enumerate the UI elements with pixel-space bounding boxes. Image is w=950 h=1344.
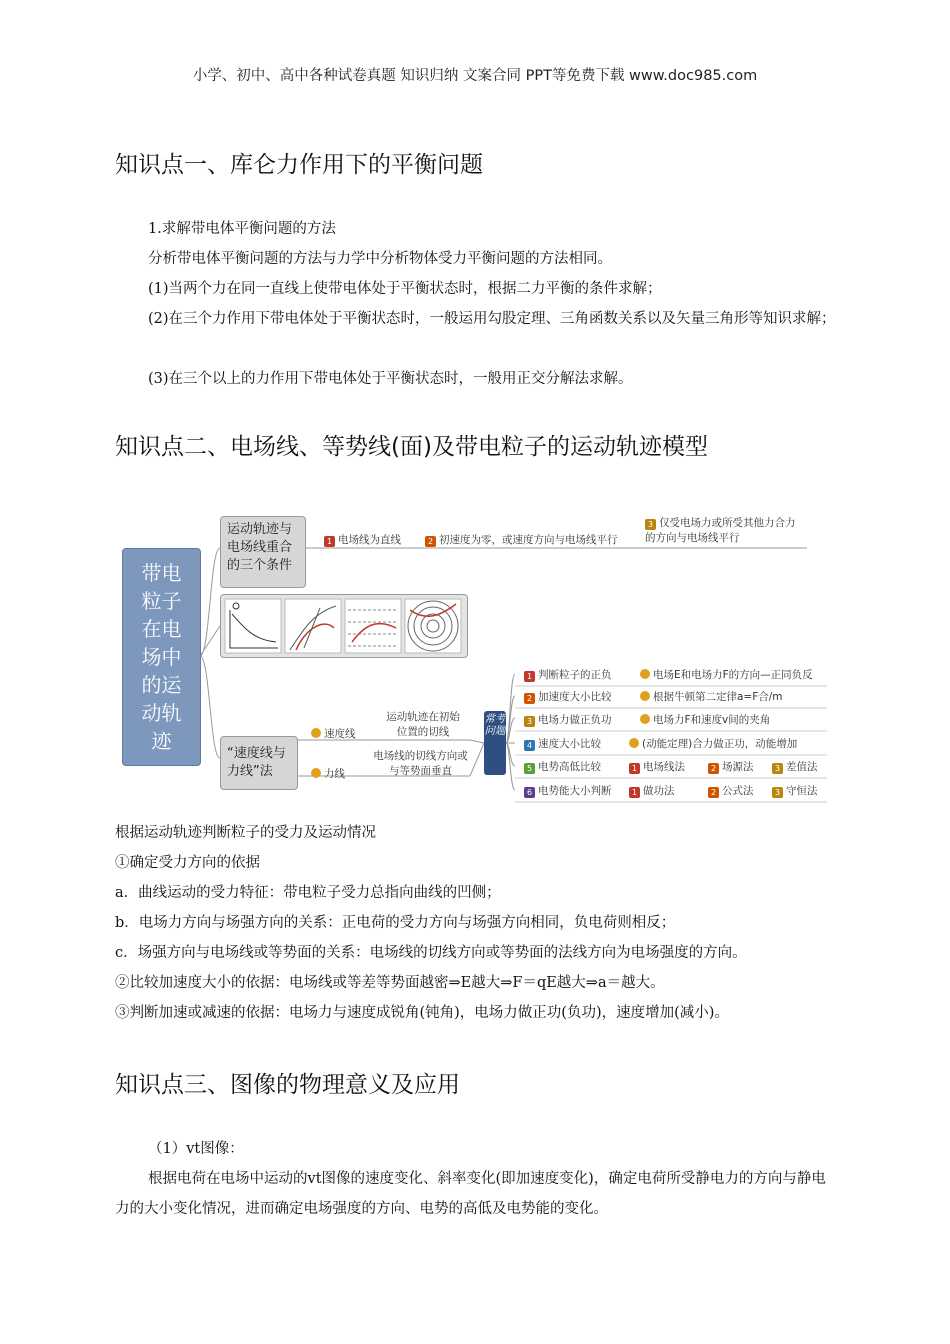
force-line	[311, 766, 345, 781]
row-3-desc: 电场力F和速度v间的夹角	[653, 714, 771, 726]
method-title: 1.求解带电体平衡问题的方法	[148, 221, 336, 237]
speed-line	[311, 726, 356, 741]
condition-3-text: 仅受电场力或所受其他力合力的方向与电场线平行	[645, 517, 796, 544]
row-3-label: 电场力做正负功	[538, 714, 612, 726]
row-1-number: 1	[524, 671, 535, 682]
condition-3-number: 3	[645, 519, 656, 530]
item-2: (2)在三个力作用下带电体处于平衡状态时，一般运用勾股定理、三角函数关系以及矢量三角形等知识求解；	[148, 311, 836, 327]
smile-icon	[629, 738, 639, 748]
lead-text: 根据运动轨迹判断粒子的受力及运动情况	[115, 825, 376, 841]
row-1-desc: 电场E和电场力F的方向—正同负反	[653, 669, 813, 681]
vt-paragraph: 根据电荷在电场中运动的vt图像的速度变化、斜率变化(即加速度变化)，确定电荷所受静电力的方向与静电力的大小变化情况，进而确定电场强度的方向、电势的高低及电势能的变化。	[115, 1171, 826, 1217]
row-5-method-3: 差值法	[786, 761, 818, 773]
condition-2-number: 2	[425, 536, 436, 547]
method-number-3: 3	[772, 763, 783, 774]
common-problems-label: 常考问题	[484, 711, 506, 775]
problem-row-1	[512, 664, 832, 686]
speed-line-desc: 运动轨迹在初始位置的切线	[386, 711, 460, 738]
smile-icon	[311, 728, 321, 738]
row-5-method-2: 场源法	[722, 761, 754, 773]
branch-velocity-force	[220, 736, 298, 790]
point-b: b．电场力方向与场强方向的关系：正电荷的受力方向与场强方向相同，负电荷则相反；	[115, 915, 676, 931]
row-2-number: 2	[524, 693, 535, 704]
problem-row-4	[512, 733, 832, 755]
section3-title: 知识点三、图像的物理意义及应用	[115, 1072, 460, 1098]
smile-icon	[640, 691, 650, 701]
condition-1	[324, 532, 401, 547]
trajectory-illustrations	[224, 598, 464, 654]
mind-map-root	[122, 548, 201, 766]
row-6-number: 6	[524, 787, 535, 798]
smile-icon	[640, 714, 650, 724]
force-line-label: 力线	[324, 768, 345, 780]
branch-velocity-force-label: “速度线与力线”法	[227, 746, 286, 779]
item-3: (3)在三个以上的力作用下带电体处于平衡状态时，一般用正交分解法求解。	[148, 371, 633, 387]
root-label: 带电粒子在电场中的运动轨迹	[141, 561, 182, 753]
smile-icon	[640, 669, 650, 679]
row-6-label: 电势能大小判断	[538, 785, 612, 797]
mind-map	[115, 498, 835, 816]
row-5-method-1: 电场线法	[643, 761, 685, 773]
point-a: a．曲线运动的受力特征：带电粒子受力总指向曲线的凹侧；	[115, 885, 501, 901]
method-number-2: 2	[708, 787, 719, 798]
item-1: (1)当两个力在同一直线上使带电体处于平衡状态时，根据二力平衡的条件求解；	[148, 281, 662, 297]
problem-row-3	[512, 709, 832, 731]
row-5-label: 电势高低比较	[538, 761, 601, 773]
method-number-2: 2	[708, 763, 719, 774]
row-6-method-2: 公式法	[722, 785, 754, 797]
row-4-label: 速度大小比较	[538, 738, 601, 750]
condition-2-text: 初速度为零，或速度方向与电场线平行	[439, 534, 618, 546]
force-line-desc: 电场线的切线方向或与等势面垂直	[373, 750, 468, 777]
problem-row-6	[512, 780, 832, 802]
page-header: 小学、初中、高中各种试卷真题 知识归纳 文案合同 PPT等免费下载 www.doc985.com	[192, 68, 758, 84]
branch-conditions	[220, 516, 306, 588]
row-5-number: 5	[524, 763, 535, 774]
speed-line-label: 速度线	[324, 728, 356, 740]
method-number-1: 1	[629, 787, 640, 798]
basis-2: ②比较加速度大小的依据：电场线或等差等势面越密⇒E越大⇒F＝qE越大⇒a＝越大。	[115, 975, 665, 991]
condition-1-number: 1	[324, 536, 335, 547]
row-1-label: 判断粒子的正负	[538, 669, 612, 681]
trajectory-figures	[220, 594, 468, 658]
row-6-method-1: 做功法	[643, 785, 675, 797]
problem-row-5	[512, 756, 832, 778]
branch-conditions-label: 运动轨迹与电场线重合的三个条件	[227, 522, 293, 573]
section1-title: 知识点一、库仑力作用下的平衡问题	[115, 152, 483, 178]
intro-text: 分析带电体平衡问题的方法与力学中分析物体受力平衡问题的方法相同。	[148, 251, 612, 267]
basis-1: ①确定受力方向的依据	[115, 855, 260, 871]
row-4-desc: (动能定理)合力做正功，动能增加	[642, 738, 798, 750]
point-c: c．场强方向与电场线或等势面的关系：电场线的切线方向或等势面的法线方向为电场强度的方向。	[115, 945, 747, 961]
method-number-1: 1	[629, 763, 640, 774]
row-2-desc: 根据牛顿第二定律a=F合/m	[653, 691, 783, 703]
condition-2	[425, 532, 618, 547]
method-number-3: 3	[772, 787, 783, 798]
condition-1-text: 电场线为直线	[338, 534, 401, 546]
condition-3	[645, 516, 805, 546]
problem-row-2	[512, 686, 832, 708]
vt-subtitle: （1）vt图像：	[148, 1141, 244, 1157]
section2-title: 知识点二、电场线、等势线(面)及带电粒子的运动轨迹模型	[115, 434, 708, 460]
row-6-method-3: 守恒法	[786, 785, 818, 797]
row-2-label: 加速度大小比较	[538, 691, 612, 703]
basis-3: ③判断加速或减速的依据：电场力与速度成锐角(钝角)，电场力做正功(负功)，速度增加(减小)。	[115, 1005, 729, 1021]
row-3-number: 3	[524, 716, 535, 727]
smile-icon	[311, 768, 321, 778]
row-4-number: 4	[524, 740, 535, 751]
